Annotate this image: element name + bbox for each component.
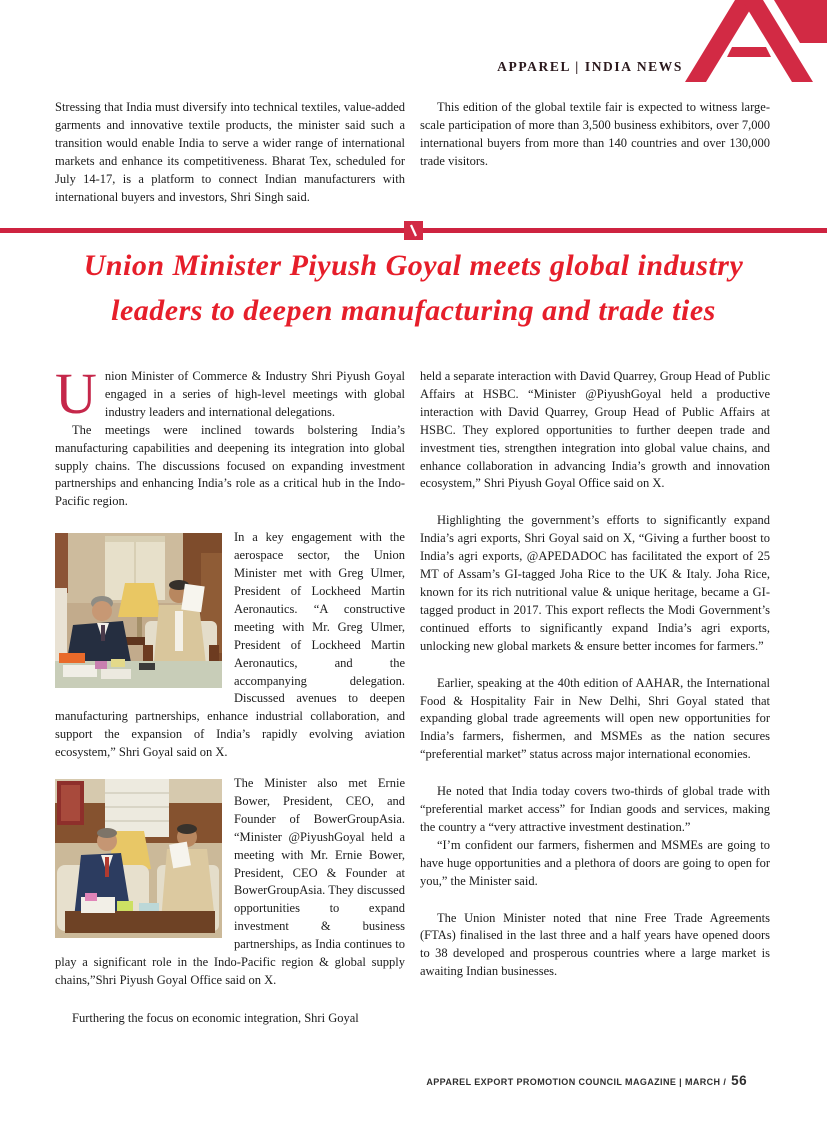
article-left-p4: The Minister also met Ernie Bower, President, CEO, and Founder of BowerGroupAsia. “Minister @PiyushGoyal held a meeting with Mr. Ernie Bower, President, CEO & Founder at BowerGroupAsia. They discussed opportunities to expand investment & business partnerships, as India continues to play a significant role in the Indo-Pacific region & global supply chains,”Shri Piyush Goyal Office said on X. <box>55 776 405 987</box>
footer-page-number: 56 <box>731 1073 747 1088</box>
article-right-p5: “I’m confident our farmers, fishermen and MSMEs are going to have huge opportunities and a plethora of doors are going to open for you,” the Minister said. <box>420 837 770 888</box>
article-right-p1: held a separate interaction with David Quarrey, Group Head of Public Affairs at HSBC. “Minister @PiyushGoyal held a productive interaction with David Quarrey, Group Head of Public Affairs at HSBC. They explored opportunities to further deepen trade and investment ties, strengthen integration into global value chains, and enhance collaboration in advancing India’s growth and innovation ecosystem,” Shri Piyush Goyal Office said on X. <box>420 369 770 491</box>
headline-line2: leaders to deepen manufacturing and trade ties <box>111 294 716 327</box>
goyal-lockheed-meeting-photo <box>55 533 222 688</box>
article-left-column <box>55 361 405 1028</box>
footer <box>426 1073 747 1088</box>
article-right-p4: He noted that India today covers two-thirds of global trade with “preferential market access” for Indian goods and services, making the country a “very attractive investment destination.” <box>420 784 770 834</box>
article-headline <box>28 243 799 333</box>
section-label: APPAREL | INDIA NEWS <box>497 59 683 74</box>
goyal-bowergroupasia-meeting-photo <box>55 779 222 938</box>
article-left-p2: The meetings were inclined towards bolstering India’s manufacturing capabilities and deepening its integration into global supply chains. The discussions focused on expanding investment partnerships and enhancing India’s role as a critical hub in the Indo-Pacific region. <box>55 422 405 509</box>
article-right-p2: Highlighting the government’s efforts to significantly expand India’s agri exports, Shri Goyal said on X, “Giving a further boost to India’s agri exports, @APEDADOC has facilitated the export of 25 MT of Assam’s GI-tagged Joha Rice to the UK & Italy. Joha Rice, known for its rich nutritional value & unique heritage, became a GI-tagged product in 2017. This export reflects the Modi Government’s continued efforts to significantly expand India’s agri exports, unlocking new global markets & ensure better incomes for farmers.” <box>420 513 770 653</box>
article-body <box>55 361 770 1028</box>
article-right-column <box>420 368 770 1028</box>
footer-text: APPAREL EXPORT PROMOTION COUNCIL MAGAZINE | MARCH / <box>426 1077 727 1087</box>
article-left-p5: Furthering the focus on economic integration, Shri Goyal <box>72 1010 359 1025</box>
article-right-p6: The Union Minister noted that nine Free Trade Agreements (FTAs) finalised in the last three and a half years have opened doors to 38 developed and prosperous countries where a large market is awaiting Indian businesses. <box>420 910 770 979</box>
divider-a-mark-icon <box>404 221 423 240</box>
article-right-p3: Earlier, speaking at the 40th edition of AAHAR, the International Food & Hospitality Fair in New Delhi, Shri Goyal stated that expanding global trade agreements will open new opportunities for India’s farmers, fishermen, and MSMEs as the nation secures “preferential market” status across major international economies. <box>420 675 770 762</box>
intro-right-paragraph: This edition of the global textile fair is expected to witness large-scale participation of more than 3,500 business exhibitors, over 7,000 international buyers from more than 140 countries and over 130,000 trade visitors. <box>420 100 770 168</box>
intro-section <box>55 99 770 206</box>
article-left-p3-block <box>55 529 405 762</box>
article-left-p3: In a key engagement with the aerospace sector, the Union Minister met with Greg Ulmer, President of Lockheed Martin Aeronautics. “A constructive meeting with Mr. Greg Ulmer, President of Lockheed Martin Aeronautics, and the accompanying delegation. Discussed avenues to deepen manufacturing partnerships, enhance industrial collaboration, and support the expansion of India’s rapidly evolving aviation ecosystem,” Shri Goyal said on X. <box>55 530 405 760</box>
aepc-logo-icon <box>682 0 827 82</box>
drop-cap: U <box>55 361 97 426</box>
headline-line1: Union Minister Piyush Goyal meets global industry <box>83 249 744 282</box>
section-divider-line <box>0 228 827 233</box>
article-left-p1: Union Minister of Commerce & Industry Shri Piyush Goyal engaged in a series of high-level meetings with global industry leaders and international delegations. <box>55 361 405 426</box>
intro-left-paragraph: Stressing that India must diversify into technical textiles, value-added garments and innovative textile products, the minister said such a transition would enable India to serve a wider range of international markets and enhance its competitiveness. Bharat Tex, scheduled for July 14-17, is a platform to connect Indian manufacturers with international buyers and investors, Shri Singh said. <box>55 100 405 204</box>
article-left-p4-block <box>55 775 405 990</box>
